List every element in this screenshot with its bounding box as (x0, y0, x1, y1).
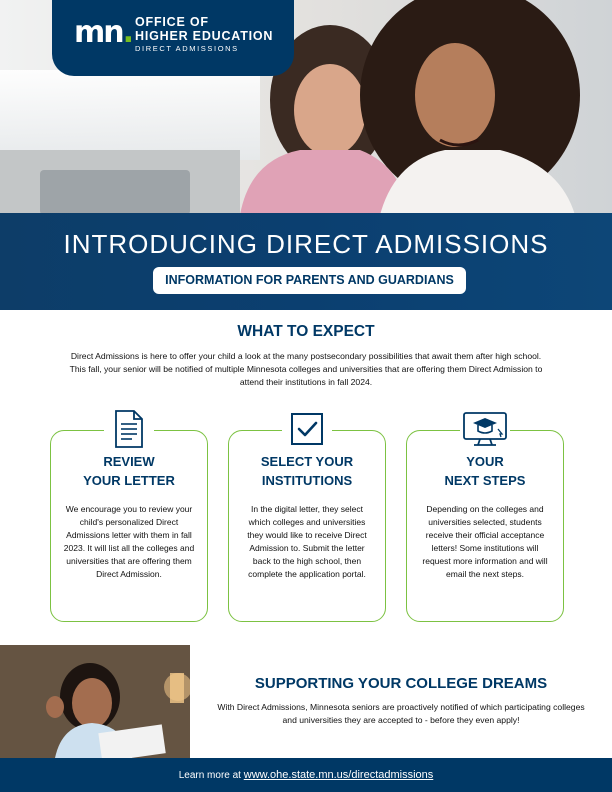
logo-line-1: OFFICE OF (135, 15, 209, 29)
logo (52, 0, 294, 76)
page-subtitle: INFORMATION FOR PARENTS AND GUARDIANS (153, 267, 466, 294)
card-title-line-2: YOUR LETTER (83, 473, 175, 488)
checkbox-icon (282, 407, 332, 451)
card-body: We encourage you to review your child's personalized Direct Admissions letter with them in fall 2023. It will list all the colleges and universities that are offering them Direct Admission. (63, 504, 195, 579)
card-title (229, 452, 385, 490)
logo-line-3: DIRECT ADMISSIONS (135, 44, 239, 53)
card-body: Depending on the colleges and universities selected, students receive their official acceptance letters! Some institutions will request more information and will email the next steps. (422, 504, 548, 579)
intro-paragraph: Direct Admissions is here to offer your child a look at the many postsecondary possibilities that await them after high school. This fall, your senior will be notified of multiple Minnesota colleges and universities that are offering them Direct Admission to attend their institutions in fall 2024. (69, 351, 543, 387)
card-title-line-2: INSTITUTIONS (261, 473, 353, 488)
card-title-line-1: YOUR (466, 454, 504, 469)
card-select-institutions (228, 430, 386, 622)
card-title (407, 452, 563, 490)
website-link[interactable]: www.ohe.state.mn.us/directadmissions (243, 769, 434, 781)
footer-prefix: Learn more at (178, 770, 241, 781)
section-heading: WHAT TO EXPECT (237, 323, 375, 340)
logo-line-2: HIGHER EDUCATION (135, 29, 274, 43)
support-body: With Direct Admissions, Minnesota seniors are proactively notified of which participating colleges and universities they are accepted to - before they even apply! (217, 702, 585, 725)
title-band (0, 213, 612, 310)
card-title-line-1: REVIEW (103, 454, 155, 469)
support-heading: SUPPORTING YOUR COLLEGE DREAMS (254, 675, 548, 692)
supporting-section (0, 645, 612, 758)
logo-text (135, 15, 273, 55)
card-title-line-2: NEXT STEPS (444, 473, 526, 488)
card-title (51, 452, 207, 490)
student-photo (0, 645, 190, 758)
mn-logo-mark: mn. (74, 15, 133, 50)
card-next-steps (406, 430, 564, 622)
card-title-line-1: SELECT YOUR (260, 454, 354, 469)
what-to-expect-section (0, 310, 612, 645)
graduation-monitor-icon (460, 407, 510, 451)
card-review-letter (50, 430, 208, 622)
document-icon (104, 407, 154, 451)
card-body: In the digital letter, they select which colleges and universities they would like to receive Direct Admission to. Submit the letter back to the high school, then complete the application portal. (247, 504, 367, 579)
page-title: INTRODUCING DIRECT ADMISSIONS (63, 229, 549, 259)
hero-section (0, 0, 612, 310)
footer (0, 758, 612, 792)
